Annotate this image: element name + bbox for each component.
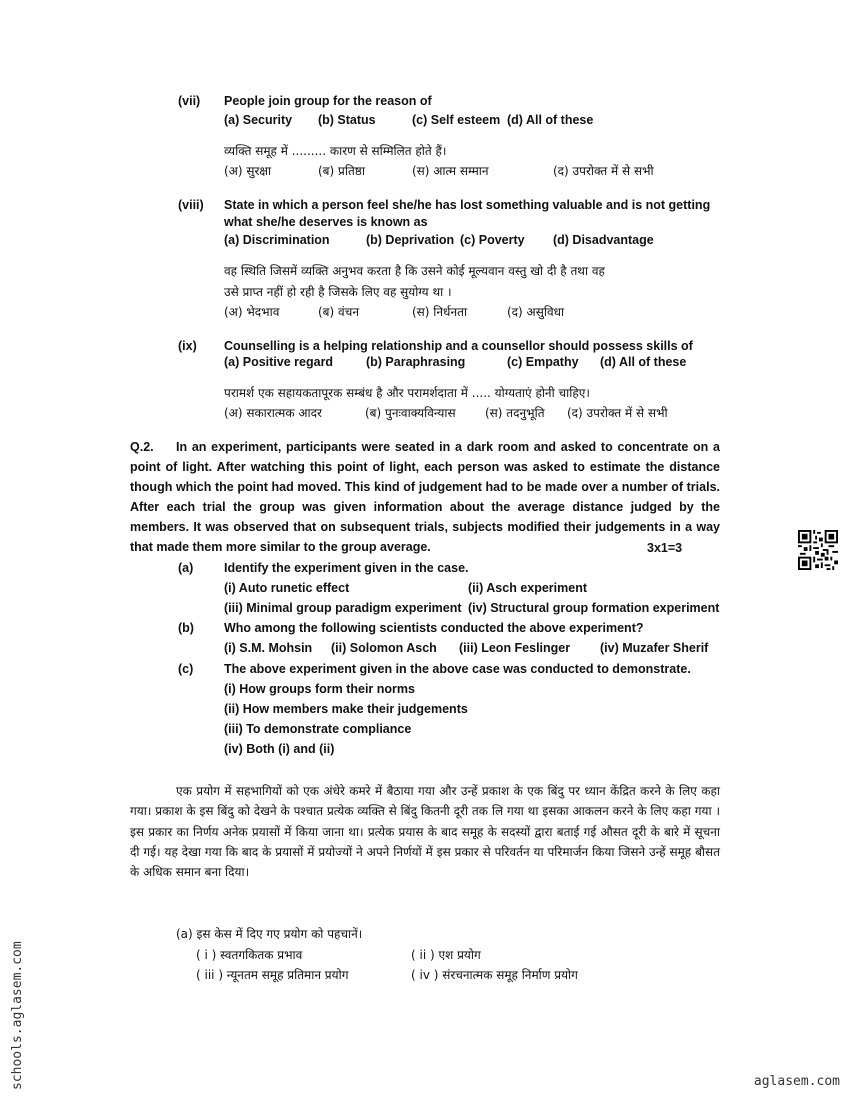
question-number-q2: Q.2. [130,440,154,454]
option-ix-a: (a) Positive regard [224,355,334,369]
q2-c-option-iv: (iv) Both (i) and (ii) [224,742,335,756]
question-number-vii: (vii) [178,94,201,108]
q2-b-question: Who among the following scientists conducted the above experiment? [224,621,644,635]
hindi-question-viii-line2: उसे प्राप्त नहीं हो रही है जिसके लिए वह सुयोग्य था । [224,285,452,299]
hindi-option-viii-a: (अ) भेदभाव [224,305,280,319]
q2-b-option-i: (i) S.M. Mohsin [224,641,313,655]
q2-a-option-i: (i) Auto runetic effect [224,581,350,595]
q2-hindi-passage: एक प्रयोग में सहभागियों को एक अंधेरे कमरे में बैठाया गया और उन्हें प्रकाश के एक बिंदु पर ध्यान केंद्रित करने के लिए कहा गया। प्रकाश के इस बिंदु को देखने के पश्चात प्रत्येक व्यक्ति से बिंदु कितनी दूरी तक लि गया था इसका आकलन करने के लिए कहा गया । इस प्रकार का निर्णय अनेक प्रयासों में किया जाना था। प्रत्येक प्रयास के बाद समूह के सदस्यों द्वारा बताई गई औसत दूरी के बारे में सूचना दी गई। यह देखा गया कि बाद के प्रयासों में प्रयोज्यों ने अपने निर्णयों में इस प्रकार से परिवर्तन या परिमार्जन किया जिसने उन्हें समूह बौसत के अधिक समान बना दिया। [130,784,720,880]
question-number-viii: (viii) [178,198,204,212]
option-vii-b: (b) Status [318,113,376,127]
q2-c-label: (c) [178,662,194,676]
q2-a-question: Identify the experiment given in the case. [224,561,469,575]
watermark-aglasem: aglasem.com [753,1074,840,1089]
hindi-option-vii-c: (स) आत्म सम्मान [412,164,489,178]
hindi-option-vii-d: (द) उपरोक्त में से सभी [553,164,654,178]
q2-b-option-iii: (iii) Leon Feslinger [459,641,571,655]
question-viii-line2: what she/he deserves is known as [224,215,428,229]
q2-passage: point of light. After watching this point of light, each person was asked to estimate the distance though which the point had moved. This kind of judgement had to be made over a number of trials. After each trial the group was given information about the average distance judged by the members. It was observed that on subsequent trials, subjects modified their judgements in a way that made them more similar to the group average. [130,460,720,554]
hindi-question-ix: परामर्श एक सहायकतापूरक सम्बंध है और परामर्शदाता में ..... योग्यताएं होनी चाहिए। [224,386,590,400]
q2-b-option-ii: (ii) Solomon Asch [331,641,437,655]
q2-passage-line1: In an experiment, participants were seated in a dark room and asked to concentrate on a [176,440,720,454]
q2-c-option-ii: (ii) How members make their judgements [224,702,468,716]
q2-marks: 3x1=3 [647,541,683,555]
q2-c-option-iii: (iii) To demonstrate compliance [224,722,412,736]
option-vii-d: (d) All of these [507,113,594,127]
hindi-option-ix-a: (अ) सकारात्मक आदर [224,406,322,420]
option-ix-b: (b) Paraphrasing [366,355,466,369]
hindi-question-vii: व्यक्ति समूह में ......... कारण से सम्मिलित होते हैं। [224,144,447,158]
hindi-option-vii-a: (अ) सुरक्षा [224,164,272,178]
option-viii-c: (c) Poverty [460,233,525,247]
hindi-option-viii-b: (ब) वंचन [318,305,359,319]
q2-c-option-i: (i) How groups form their norms [224,682,415,696]
qr-code-icon [798,530,838,570]
question-vii-text: People join group for the reason of [224,94,432,108]
option-ix-d: (d) All of these [600,355,687,369]
option-viii-d: (d) Disadvantage [553,233,654,247]
q2-hindi-a-option-i: ( i ) स्वतगकितक प्रभाव [196,948,303,962]
q2-a-option-iii: (iii) Minimal group paradigm experiment [224,601,462,615]
question-viii-line1: State in which a person feel she/he has lost something valuable and is not getting [224,198,711,212]
q2-b-label: (b) [178,621,194,635]
hindi-option-viii-c: (स) निर्धनता [412,305,468,319]
option-viii-a: (a) Discrimination [224,233,330,247]
option-vii-c: (c) Self esteem [412,113,501,127]
option-vii-a: (a) Security [224,113,293,127]
option-viii-b: (b) Deprivation [366,233,455,247]
question-number-ix: (ix) [178,339,197,353]
q2-hindi-a-option-iv: ( iv ) संरचनात्मक समूह निर्माण प्रयोग [411,968,578,982]
watermark-schools-aglasem: schools.aglasem.com [10,941,25,1090]
q2-c-question: The above experiment given in the above case was conducted to demonstrate. [224,662,691,676]
hindi-option-vii-b: (ब) प्रतिष्ठा [318,164,365,178]
option-ix-c: (c) Empathy [507,355,579,369]
q2-a-label: (a) [178,561,194,575]
q2-b-option-iv: (iv) Muzafer Sherif [600,641,709,655]
hindi-option-ix-d: (द) उपरोक्त में से सभी [567,406,668,420]
hindi-option-viii-d: (द) असुविधा [507,305,565,319]
q2-a-option-ii: (ii) Asch experiment [468,581,588,595]
hindi-option-ix-b: (ब) पुनःवाक्यविन्यास [365,406,456,420]
hindi-question-viii-line1: वह स्थिति जिसमें व्यक्ति अनुभव करता है कि उसने कोई मूल्यवान वस्तु खो दी है तथा वह [224,264,605,278]
q2-hindi-a-option-iii: ( iii ) न्यूनतम समूह प्रतिमान प्रयोग [196,968,349,982]
q2-hindi-a-question: (a) इस केस में दिए गए प्रयोग को पहचानें। [176,927,363,941]
question-ix-text: Counselling is a helping relationship and a counsellor should possess skills of [224,339,693,353]
hindi-option-ix-c: (स) तदनुभूति [485,406,545,420]
q2-hindi-a-option-ii: ( ii ) एश प्रयोग [411,948,481,962]
q2-a-option-iv: (iv) Structural group formation experiment [468,601,720,615]
